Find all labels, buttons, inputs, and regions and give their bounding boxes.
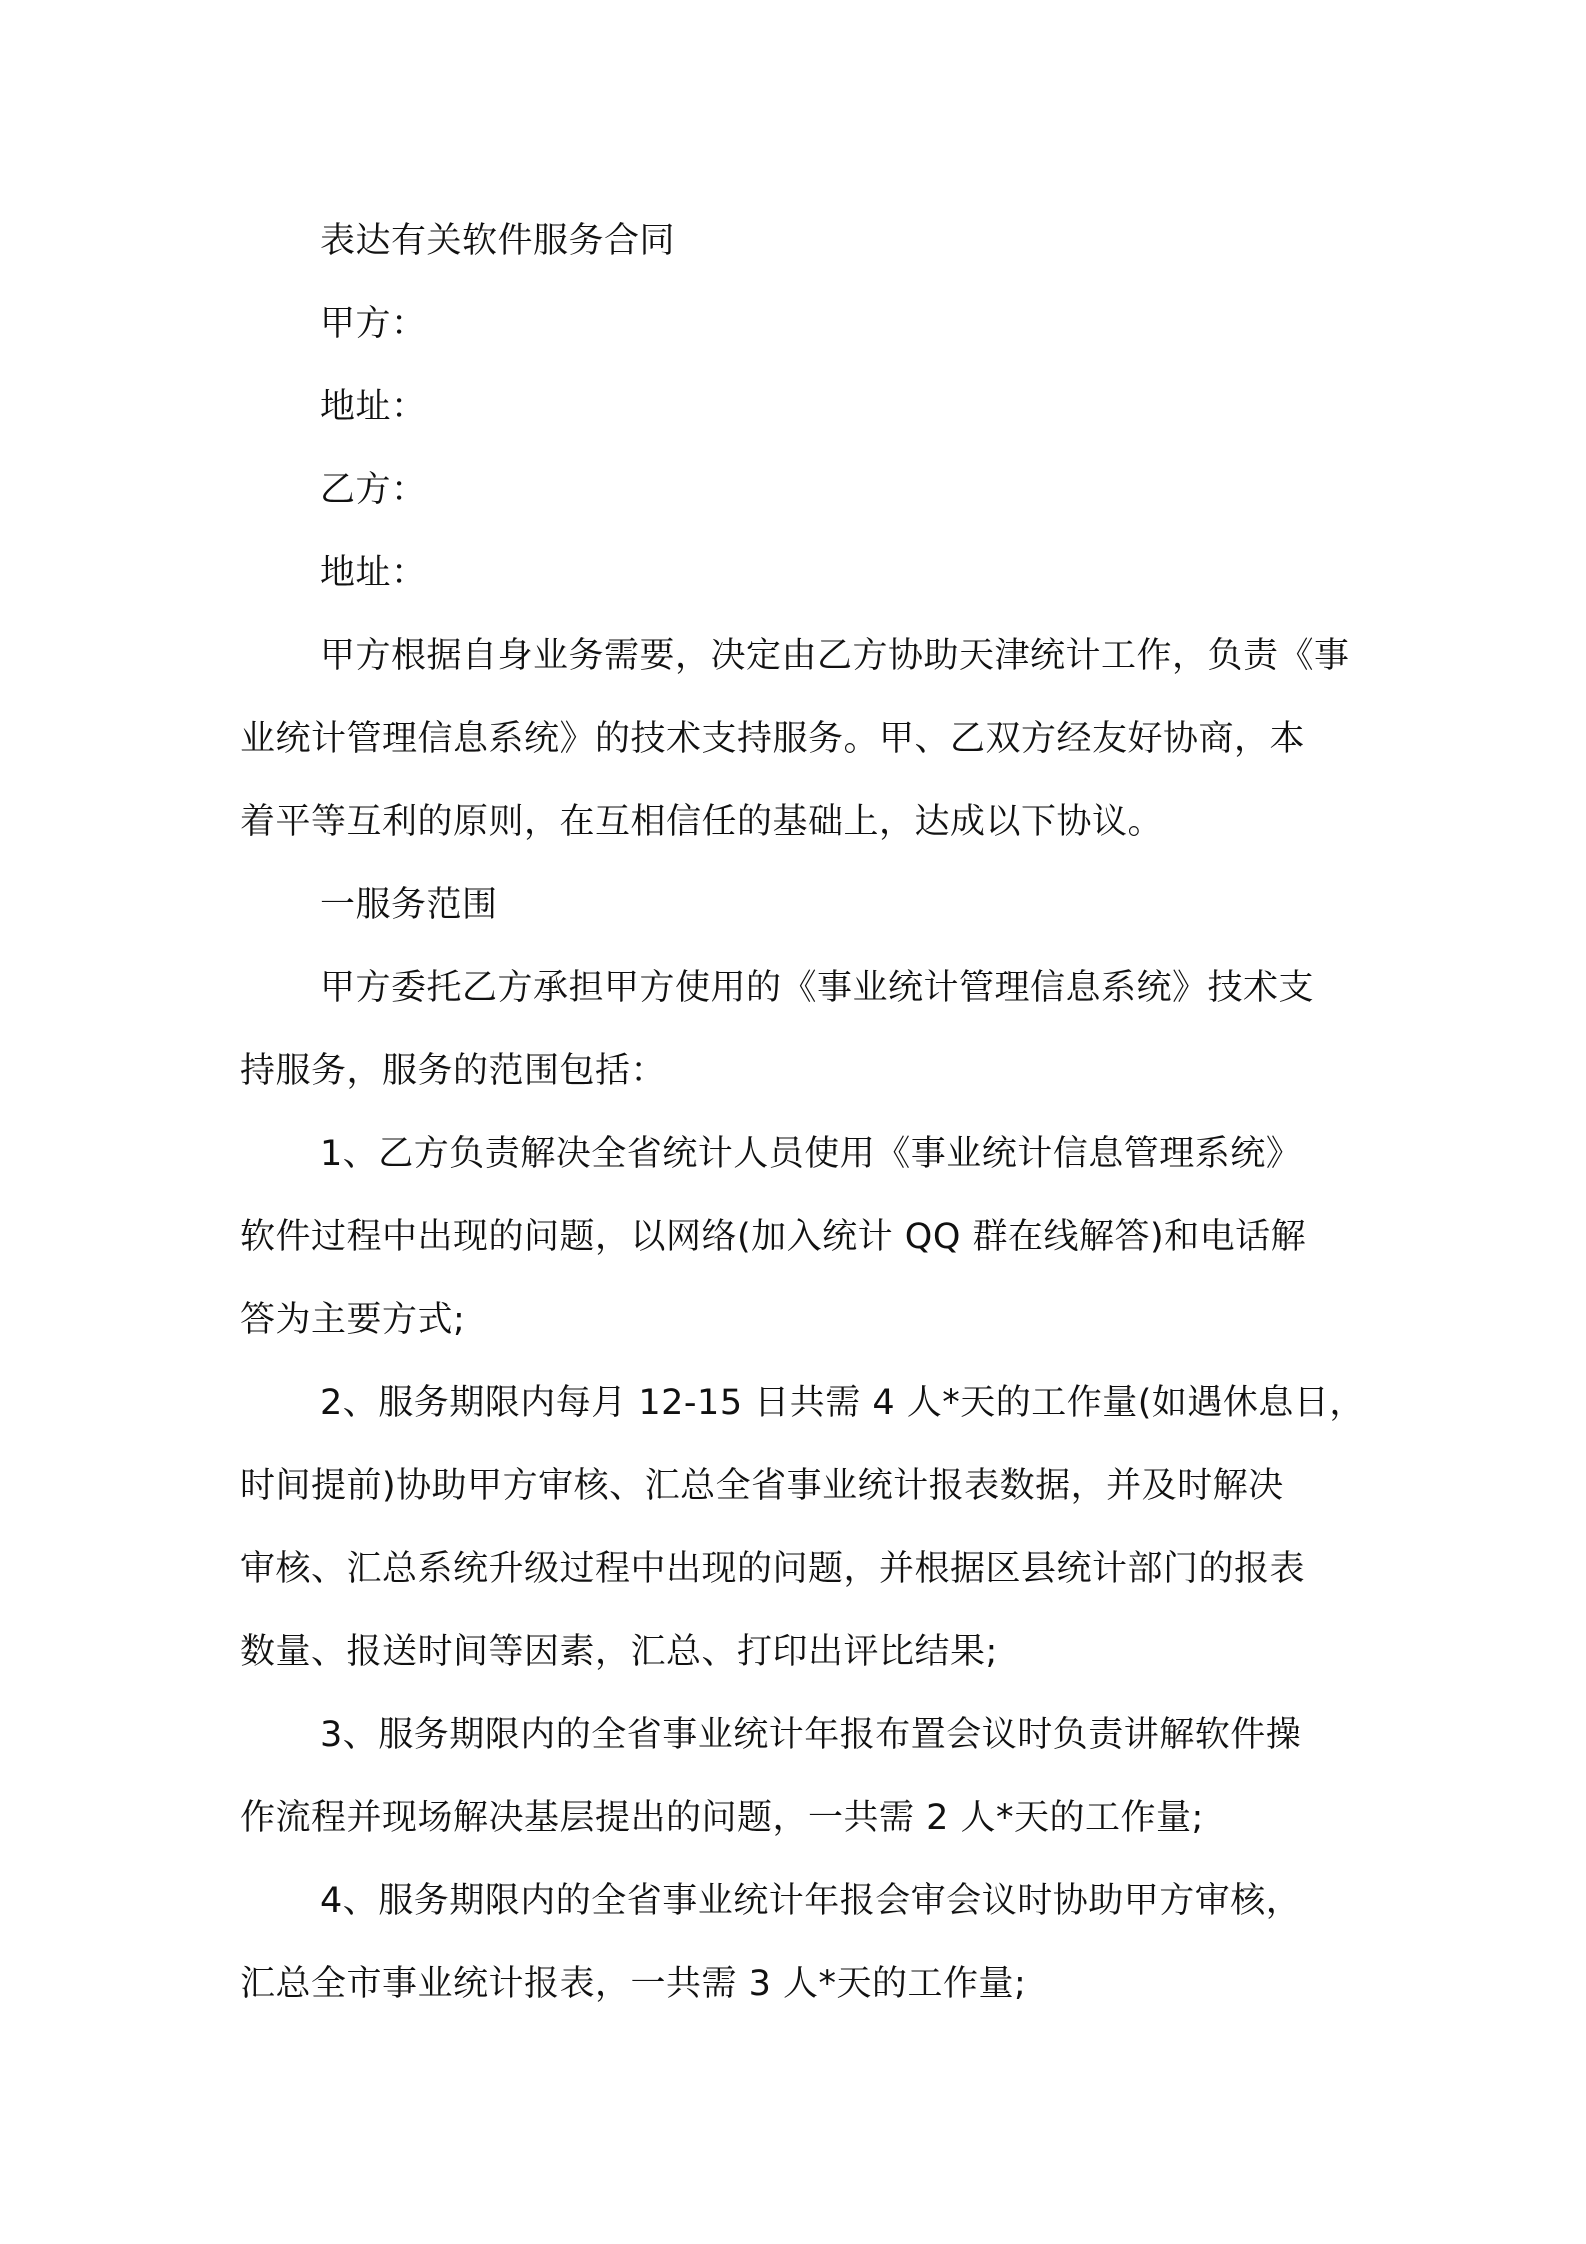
document-body (240, 200, 1365, 2026)
section-intro-line: 持服务，服务的范围包括： (240, 1051, 667, 1091)
party-a-label: 甲方： (320, 304, 427, 344)
document-title: 表达有关软件服务合同 (320, 221, 676, 261)
intro-line: 甲方根据自身业务需要，决定由乙方协助天津统计工作，负责《事 (320, 636, 1350, 676)
item-3-line: 3、服务期限内的全省事业统计年报布置会议时负责讲解软件操 (320, 1715, 1302, 1755)
intro-line: 业统计管理信息系统》的技术支持服务。甲、乙双方经友好协商，本 (240, 719, 1306, 759)
party-b-address-label: 地址： (320, 553, 427, 593)
item-2-line: 2、服务期限内每月 12-15 日共需 4 人*天的工作量(如遇休息日， (320, 1383, 1365, 1423)
party-b-label: 乙方： (320, 470, 427, 510)
item-1-line: 答为主要方式; (240, 1300, 466, 1340)
item-4-line: 4、服务期限内的全省事业统计年报会审会议时协助甲方审核， (320, 1881, 1302, 1921)
item-2-line: 审核、汇总系统升级过程中出现的问题，并根据区县统计部门的报表 (240, 1549, 1306, 1589)
item-3-line: 作流程并现场解决基层提出的问题，一共需 2 人*天的工作量; (240, 1798, 1204, 1838)
item-1-line: 1、乙方负责解决全省统计人员使用《事业统计信息管理系统》 (320, 1134, 1302, 1174)
party-a-address-label: 地址： (320, 387, 427, 427)
item-2-line: 时间提前)协助甲方审核、汇总全省事业统计报表数据，并及时解决 (240, 1466, 1284, 1506)
item-4-line: 汇总全市事业统计报表，一共需 3 人*天的工作量; (240, 1964, 1027, 2004)
item-2-line: 数量、报送时间等因素，汇总、打印出评比结果; (240, 1632, 998, 1672)
intro-line: 着平等互利的原则，在互相信任的基础上，达成以下协议。 (240, 802, 1164, 842)
item-1-line: 软件过程中出现的问题，以网络(加入统计 QQ 群在线解答)和电话解 (240, 1217, 1307, 1257)
section-intro-line: 甲方委托乙方承担甲方使用的《事业统计管理信息系统》技术支 (320, 968, 1315, 1008)
section-heading: 一服务范围 (320, 885, 498, 925)
